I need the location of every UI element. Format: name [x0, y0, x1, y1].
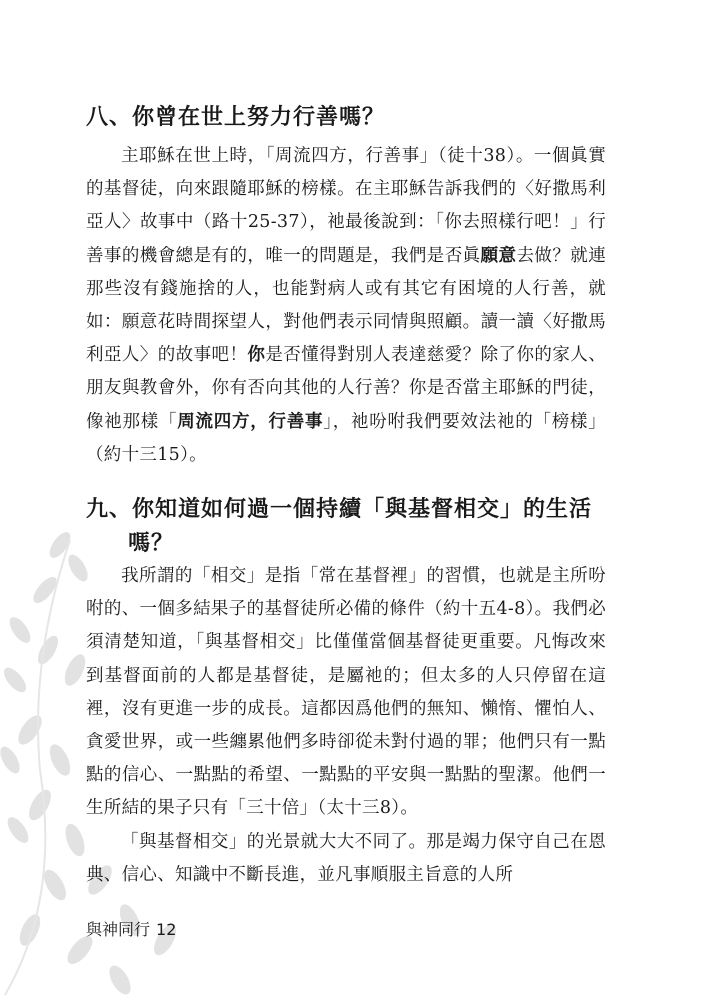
- section-8-heading: 八、你曾在世上努力行善嗎？: [86, 104, 386, 130]
- page-number: 12: [156, 920, 177, 939]
- emphasis-text: 願意: [480, 245, 517, 266]
- paragraph-text: 」，祂吩咐我們要效法祂的「榜樣」（約十三15）。: [86, 411, 606, 465]
- section-9-paragraph-2: 「與基督相交」的光景就大大不同了。那是竭力保守自己在恩典、信心、知識中不斷長進，並凡事順服主旨意的人所: [86, 831, 606, 885]
- section-8-paragraph: [86, 140, 606, 472]
- emphasis-text: 你: [247, 345, 266, 366]
- book-title: 與神同行: [86, 920, 151, 939]
- paragraph-text: 主耶穌在世上時，「周流四方，行善事」（徒十38）。一個眞實的基督徒，向來跟隨耶穌的榜樣。在主耶穌告訴我們的〈好撒馬利亞人〉故事中（路十25-37），祂最後說到：「你去照樣行吧！」行善事的機會總是有的，唯一的問題是，我們是否眞: [86, 146, 606, 266]
- section-9-paragraph-1: 我所謂的「相交」是指「常在基督裡」的習慣，也就是主所吩咐的、一個多結果子的基督徒所必備的條件（約十五4-8）。我們必須清楚知道，「與基督相交」比僅僅當個基督徒更重要。凡悔改來到基督面前的人都是基督徒，是屬祂的；但太多的人只停留在這裡，沒有更進一步的成長。這都因爲他們的無知、懶惰、懼怕人、貪愛世界，或一些纏累他們多時卻從未對付過的罪；他們只有一點點的信心、一點點的希望、一點點的平安與一點點的聖潔。他們一生所結的果子只有「三十倍」（太十三8）。: [86, 566, 606, 819]
- section-9-heading: [86, 492, 606, 560]
- heading-line-1: 九、你知道如何過一個持續「與基督相交」的生活: [86, 496, 593, 523]
- page-footer: [86, 917, 176, 940]
- emphasis-text: 周流四方，行善事: [177, 411, 324, 432]
- paragraph-text: 去做？就連那些沒有錢施捨的人，也能對病人或有其它有困境的人行善，就如：願意花時間探望人，對他們表示同情與照顧。讀一讀〈好撒馬利亞人〉的故事吧！: [86, 245, 606, 366]
- page-content: [86, 100, 606, 892]
- paragraph-text: 是否懂得對別人表達慈愛？除了你的家人、朋友與教會外，你有否向其他的人行善？你是否當主耶穌的門徒，像祂那樣「: [86, 345, 606, 432]
- heading-line-2: 嗎？: [128, 530, 175, 557]
